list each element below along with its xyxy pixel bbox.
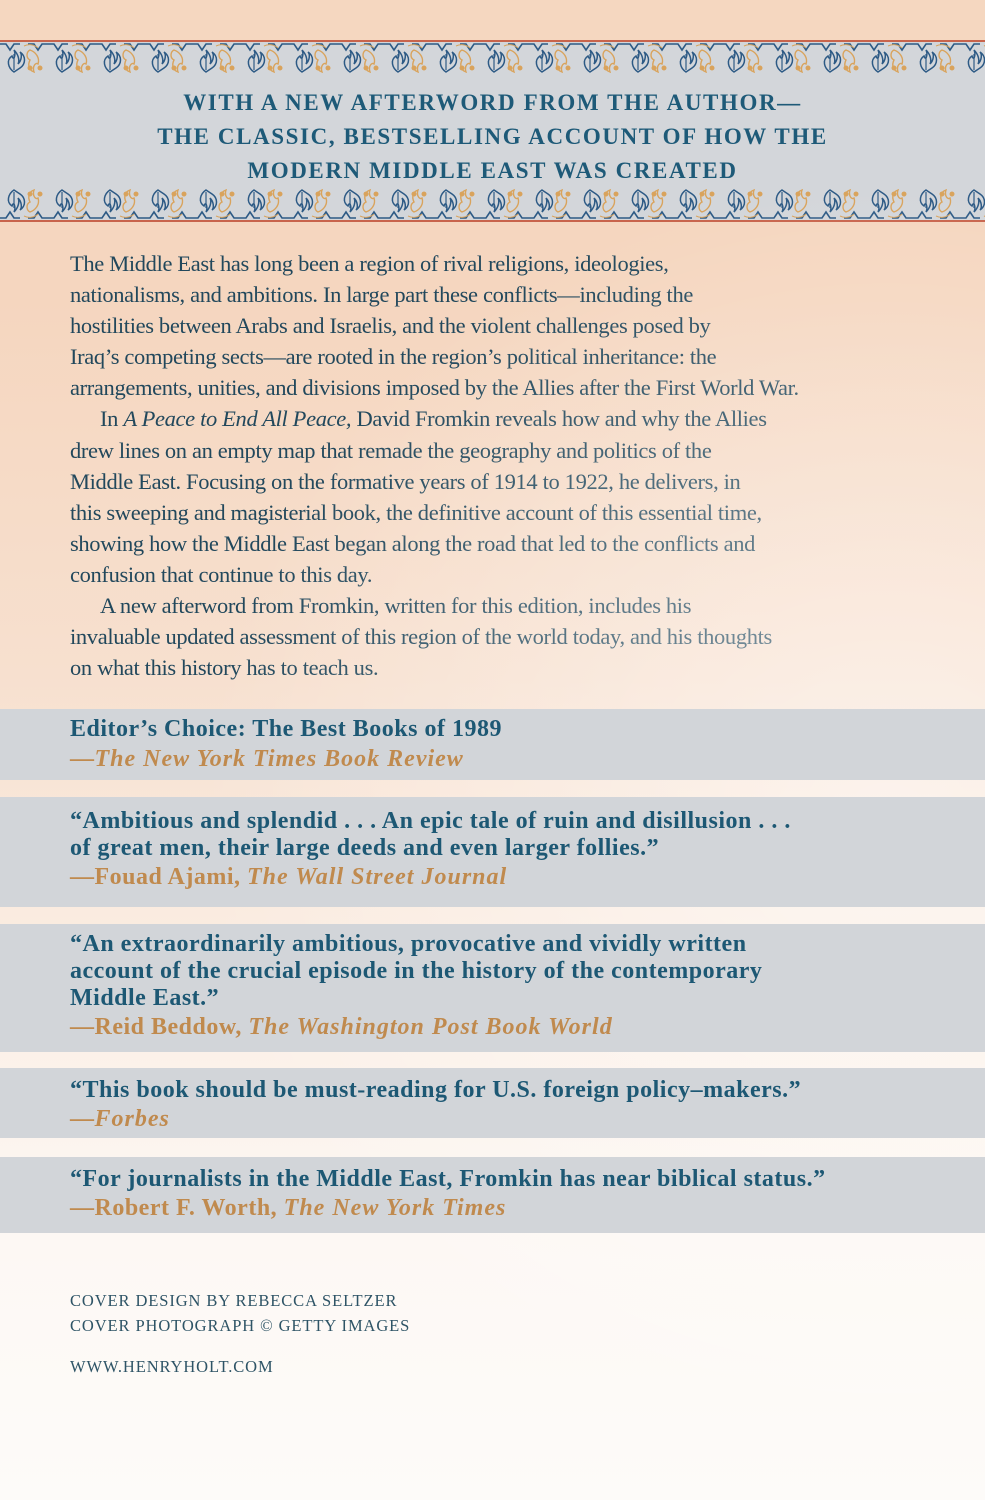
text-fragment: In [100,406,124,432]
review-block-beddow [0,924,985,1052]
review-source: The Wall Street Journal [247,864,508,890]
review-attribution [70,862,985,893]
review-attribution [70,744,985,775]
text-line: Iraq’s competing sects—are rooted in the region’s political inheritance: the [70,344,717,370]
arabesque-border-icon [0,42,985,76]
review-block-worth [0,1157,985,1233]
text-line: showing how the Middle East began along the road that led to the conflicts and [70,530,756,556]
text-line: confusion that continue to this day. [70,561,373,587]
text-fragment: David Fromkin reveals how and why the Allies [351,406,767,432]
text-line [70,403,965,434]
text-line: hostilities between Arabs and Israelis, and the violent challenges posed by [70,313,711,339]
review-attribution [70,1012,985,1043]
arabesque-border-icon [0,186,985,220]
review-block-editors-choice [0,709,985,780]
description-paragraph-1 [70,248,965,403]
review-source: The Washington Post Book World [248,1014,613,1040]
tagline-line-1: WITH A NEW AFTERWORD FROM THE AUTHOR— [183,90,802,115]
publisher-url[interactable]: WWW.HENRYHOLT.COM [70,1357,274,1376]
review-quote: “For journalists in the Middle East, Fromkin has near biblical status.” [70,1166,826,1192]
header-tagline-band [0,76,985,186]
review-block-forbes [0,1068,985,1138]
text-line: A new afterword from Fromkin, written for this edition, includes his [100,593,692,619]
tagline-line-3: MODERN MIDDLE EAST WAS CREATED [247,158,738,183]
review-block-ajami [0,797,985,907]
review-quote-line: Middle East.” [70,985,220,1011]
cover-design-credit: COVER DESIGN BY REBECCA SELTZER [70,1291,398,1310]
review-source: Forbes [94,1106,170,1132]
attribution-prefix: — [70,1106,95,1132]
attribution-prefix: —Fouad Ajami, [70,864,248,890]
attribution-prefix: —Robert F. Worth, [70,1195,284,1221]
text-line: arrangements, unities, and divisions imposed by the Allies after the First World War. [70,375,799,401]
text-line: this sweeping and magisterial book, the definitive account of this essential time, [70,499,762,525]
review-source: The New York Times Book Review [94,746,464,772]
review-quote-line: “Ambitious and splendid . . . An epic tale of ruin and disillusion . . . [70,808,791,834]
review-quote-line: of great men, their large deeds and even larger follies.” [70,835,660,861]
text-line: nationalisms, and ambitions. In large part these conflicts—including the [70,282,693,308]
top-ornament-border [0,42,985,76]
text-line: drew lines on an empty map that remade the geography and politics of the [70,437,712,463]
bottom-red-rule [0,220,985,222]
text-line: Middle East. Focusing on the formative years of 1914 to 1922, he delivers, in [70,468,741,494]
review-quote: “This book should be must-reading for U.S. foreign policy–makers.” [70,1077,802,1103]
text-line: on what this history has to teach us. [70,655,379,681]
text-line: invaluable updated assessment of this region of the world today, and his thoughts [70,624,772,650]
review-source: The New York Times [283,1195,507,1221]
book-description [70,248,965,683]
description-paragraph-3 [70,590,965,683]
bottom-ornament-border [0,186,985,220]
review-attribution [70,1193,985,1224]
cover-credits [70,1288,410,1379]
attribution-prefix: —Reid Beddow, [70,1014,249,1040]
description-paragraph-2 [70,403,965,590]
review-quote-line: “An extraordinarily ambitious, provocative and vividly written [70,931,747,957]
book-title: A Peace to End All Peace, [123,406,352,432]
text-line: The Middle East has long been a region of rival religions, ideologies, [70,251,669,276]
attribution-prefix: — [70,746,95,772]
cover-photo-credit: COVER PHOTOGRAPH © GETTY IMAGES [70,1316,411,1335]
review-quote-line: account of the crucial episode in the history of the contemporary [70,958,763,984]
review-quote: Editor’s Choice: The Best Books of 1989 [70,716,502,742]
review-attribution [70,1104,985,1135]
tagline-line-2: THE CLASSIC, BESTSELLING ACCOUNT OF HOW THE [157,124,828,149]
